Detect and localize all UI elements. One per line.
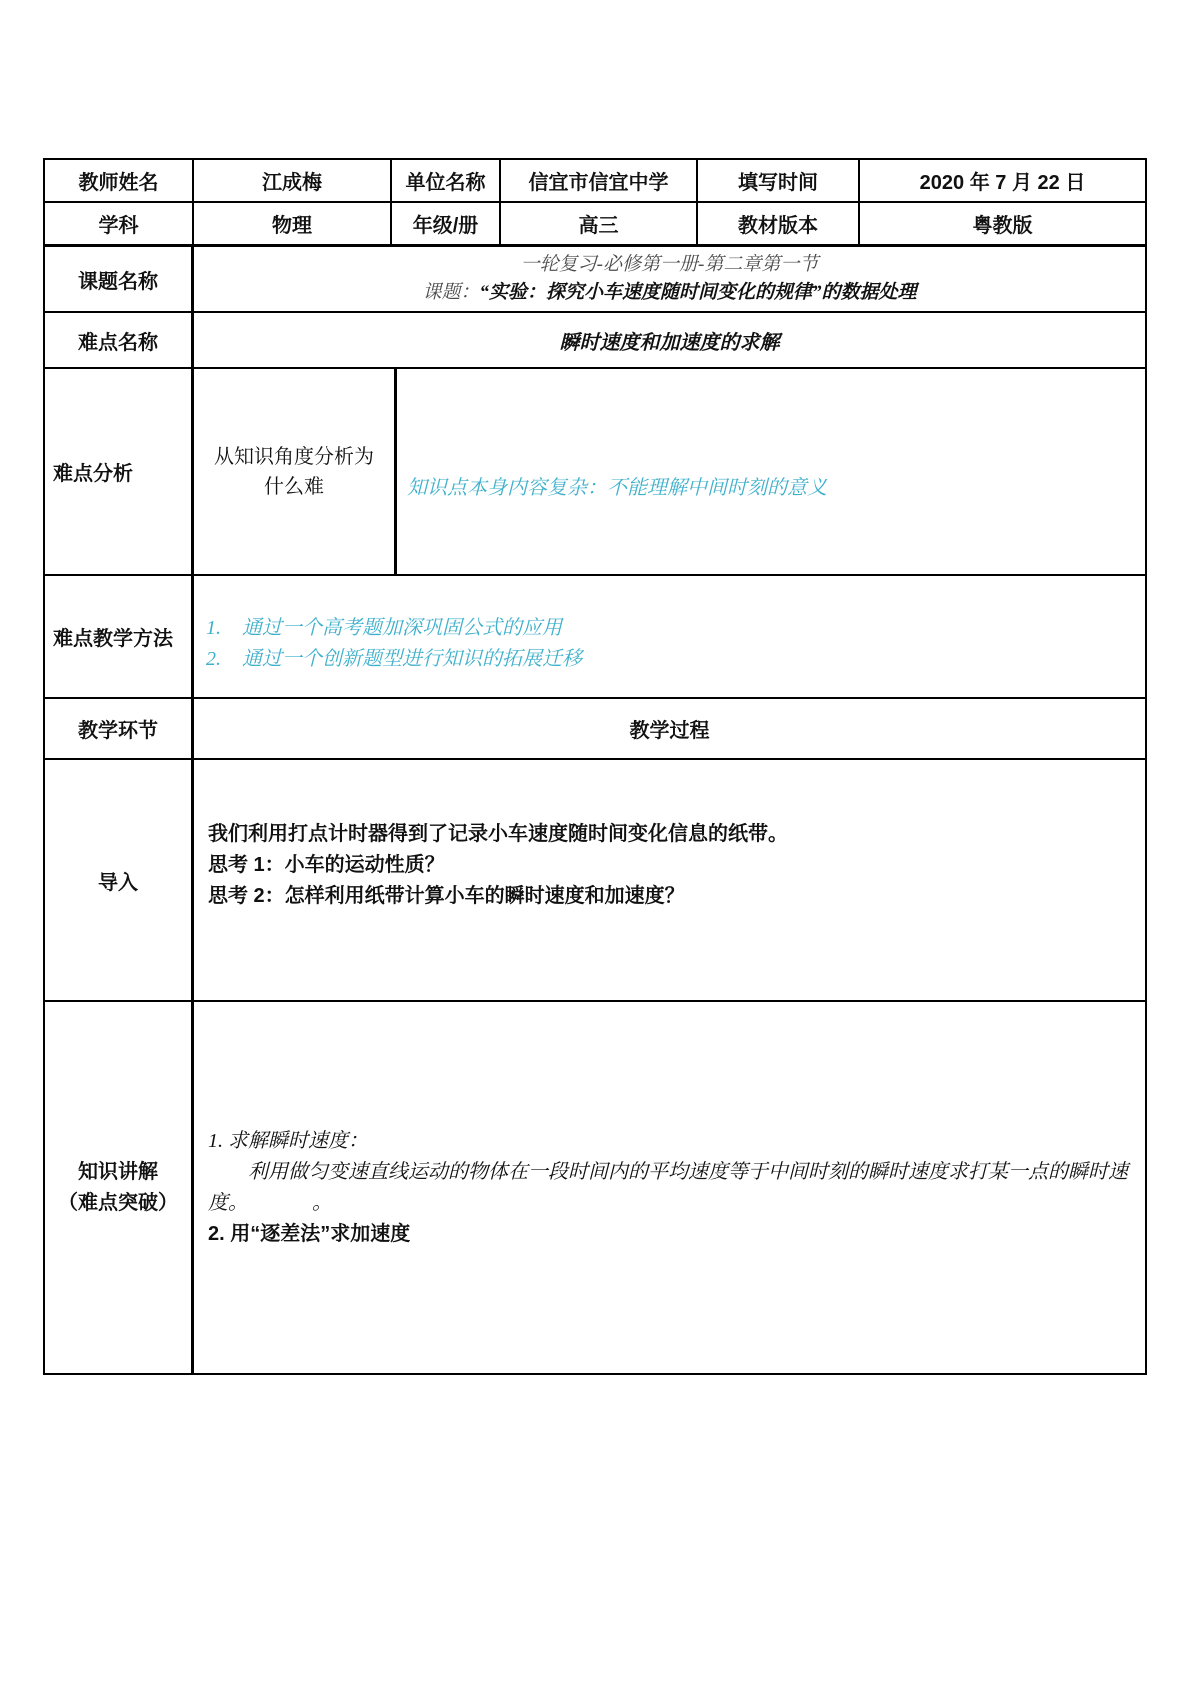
list-item bbox=[206, 644, 582, 675]
topic-series-line: 一轮复习-必修第一册-第二章第一节 bbox=[520, 254, 819, 275]
analysis-label: 难点分析 bbox=[45, 369, 194, 576]
lesson-plan-table bbox=[43, 158, 1147, 1375]
topic-title-prefix: 课题： bbox=[422, 282, 480, 303]
intro-question-2: 思考 2：怎样利用纸带计算小车的瞬时速度和加速度？ bbox=[208, 884, 685, 907]
date-label: 填写时间 bbox=[698, 160, 860, 203]
intro-line: 我们利用打点计时器得到了记录小车速度随时间变化信息的纸带。 bbox=[208, 822, 788, 845]
intro-row bbox=[45, 760, 1147, 1002]
edition-label: 教材版本 bbox=[698, 203, 860, 246]
knowledge-row bbox=[45, 1002, 1147, 1375]
intro-label: 导入 bbox=[45, 760, 194, 1002]
difficulty-label: 难点名称 bbox=[45, 313, 194, 369]
unit-label: 单位名称 bbox=[392, 160, 501, 203]
subject-value: 物理 bbox=[194, 203, 392, 246]
step-1-body bbox=[208, 1157, 1131, 1219]
edition-value: 粤教版 bbox=[860, 203, 1147, 246]
topic-title-line bbox=[422, 279, 916, 307]
date-value: 2020 年 7 月 22 日 bbox=[860, 160, 1147, 203]
teacher-value: 江成梅 bbox=[194, 160, 392, 203]
list-item-text: 通过一个创新题型进行知识的拓展迁移 bbox=[242, 647, 582, 670]
teacher-label: 教师姓名 bbox=[45, 160, 194, 203]
process-stage-label: 教学环节 bbox=[45, 699, 194, 760]
difficulty-value: 瞬时速度和加速度的求解 bbox=[194, 313, 1147, 369]
knowledge-content bbox=[194, 1002, 1147, 1375]
topic-row bbox=[45, 247, 1147, 313]
grade-label: 年级/册 bbox=[392, 203, 501, 246]
intro-content bbox=[194, 760, 1147, 1002]
methods-row bbox=[45, 576, 1147, 699]
header-row-2 bbox=[45, 203, 1147, 247]
topic-content bbox=[194, 247, 1147, 313]
grade-value: 高三 bbox=[501, 203, 698, 246]
analysis-answer: 知识点本身内容复杂：不能理解中间时刻的意义 bbox=[397, 369, 1147, 576]
list-item-text: 通过一个高考题加深巩固公式的应用 bbox=[242, 616, 562, 639]
step-2-title: 2. 用“逐差法”求加速度 bbox=[208, 1222, 411, 1245]
methods-label: 难点教学方法 bbox=[45, 576, 194, 699]
process-title: 教学过程 bbox=[194, 699, 1147, 760]
list-item-number: 2. bbox=[206, 647, 221, 670]
step-1-text: 利用做匀变速直线运动的物体在一段时间内的平均速度等于中间时刻的瞬时速度求打某一点的瞬时速度。 bbox=[208, 1160, 1128, 1214]
intro-question-1: 思考 1：小车的运动性质？ bbox=[208, 853, 445, 876]
topic-title: “实验：探究小车速度随时间变化的规律”的数据处理 bbox=[479, 282, 917, 303]
knowledge-label-line-1: 知识讲解 bbox=[78, 1160, 158, 1183]
analysis-row bbox=[45, 369, 1147, 576]
list-item bbox=[206, 613, 562, 644]
step-1-trailing-mark: 。 bbox=[312, 1191, 332, 1214]
header-row-1 bbox=[45, 160, 1147, 203]
step-1-title: 1. 求解瞬时速度： bbox=[208, 1129, 368, 1152]
difficulty-row bbox=[45, 313, 1147, 369]
unit-value: 信宜市信宜中学 bbox=[501, 160, 698, 203]
topic-label: 课题名称 bbox=[45, 247, 194, 313]
process-header-row bbox=[45, 699, 1147, 760]
subject-label: 学科 bbox=[45, 203, 194, 246]
knowledge-label bbox=[45, 1002, 194, 1375]
list-item-number: 1. bbox=[206, 616, 221, 639]
knowledge-label-line-2: （难点突破） bbox=[58, 1191, 178, 1214]
analysis-question: 从知识角度分析为什么难 bbox=[194, 369, 397, 576]
methods-list bbox=[194, 576, 1147, 699]
